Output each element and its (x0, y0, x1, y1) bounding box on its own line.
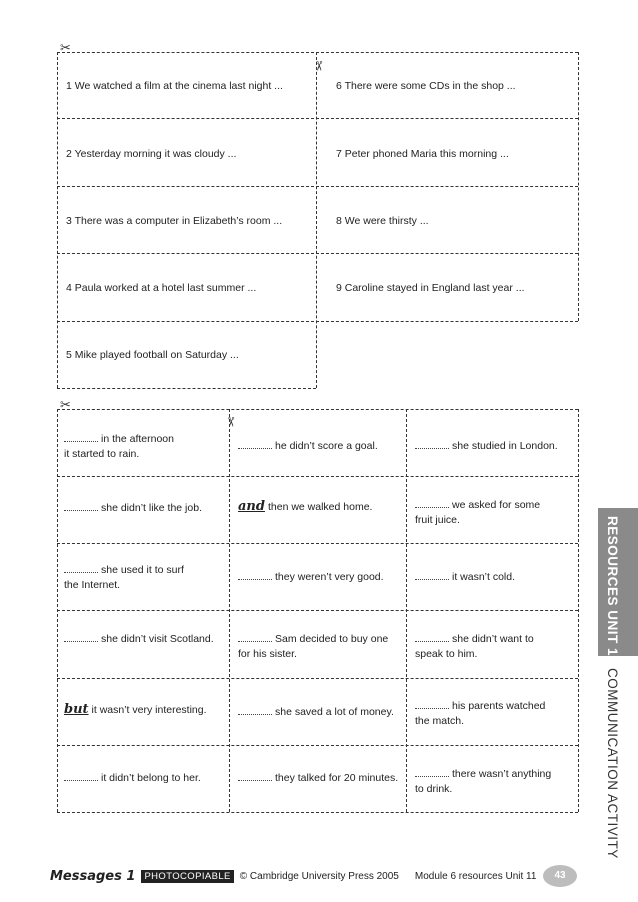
card-text: she didn’t like the job. (101, 502, 202, 514)
answer-blank (238, 569, 272, 580)
brand-name: Messages 1 (50, 869, 136, 884)
sentence-card: 7 Peter phoned Maria this morning ... (336, 148, 509, 160)
card-r3c3 (415, 569, 575, 585)
cut-line (57, 812, 578, 813)
card-text: Sam decided to buy one for his sister. (238, 633, 389, 660)
card-r4c1 (64, 631, 224, 647)
card-text: she used it to surf the Internet. (64, 564, 184, 591)
answer-blank (415, 438, 449, 449)
answer-blank (415, 698, 449, 709)
page-footer (50, 869, 536, 884)
side-tab-labels (598, 508, 638, 859)
answer-blank (64, 431, 98, 442)
sentence-card: 6 There were some CDs in the shop ... (336, 80, 516, 92)
card-r4c3 (415, 631, 575, 662)
card-r1c3 (415, 438, 575, 454)
cut-line (57, 52, 578, 53)
cut-line (57, 476, 578, 477)
sentence-card: 5 Mike played football on Saturday ... (66, 349, 239, 361)
sentence-card: 1 We watched a film at the cinema last night ... (66, 80, 283, 92)
cut-line (406, 409, 407, 812)
card-text: they weren’t very good. (275, 571, 384, 583)
card-r2c2 (238, 499, 403, 515)
card-r2c1 (64, 500, 224, 516)
cut-line (57, 543, 578, 544)
page-number: 43 (543, 865, 577, 887)
card-text: they talked for 20 minutes. (275, 772, 399, 784)
scissors-icon: ✂ (311, 60, 327, 72)
card-r4c2 (238, 631, 403, 662)
answer-blank (415, 497, 449, 508)
cut-line (57, 321, 578, 322)
card-text: we asked for some fruit juice. (415, 499, 541, 526)
card-r5c1 (64, 702, 228, 718)
cut-line (57, 118, 578, 119)
card-text: she saved a lot of money. (275, 706, 394, 718)
card-text: she didn’t want to speak to him. (415, 633, 534, 660)
sentence-card: 3 There was a computer in Elizabeth’s room ... (66, 215, 283, 227)
card-r2c3 (415, 497, 575, 528)
card-text: it wasn’t very interesting. (91, 704, 207, 716)
card-r1c1 (64, 431, 224, 462)
cut-line (316, 52, 317, 388)
cut-line (578, 52, 579, 321)
handwritten-answer: and (238, 499, 265, 514)
answer-blank (238, 704, 272, 715)
answer-blank (64, 500, 98, 511)
side-tab-section-label: RESOURCES UNIT 11 (605, 516, 620, 664)
card-text: she studied in London. (452, 440, 558, 452)
module-text: Module 6 resources Unit 11 (414, 871, 537, 882)
handwritten-answer: but (64, 702, 89, 717)
card-r1c2 (238, 438, 403, 454)
cut-line (57, 409, 578, 410)
sentence-card: 2 Yesterday morning it was cloudy ... (66, 148, 237, 160)
scissors-icon: ✂ (223, 416, 239, 428)
cut-line (57, 52, 58, 388)
side-tab-activity-label: COMMUNICATION ACTIVITY (605, 668, 620, 859)
scissors-icon: ✂ (60, 40, 71, 55)
card-r6c2 (238, 770, 403, 786)
card-text: it didn’t belong to her. (101, 772, 201, 784)
photocopiable-badge: PHOTOCOPIABLE (141, 870, 233, 883)
card-r3c1 (64, 562, 224, 593)
answer-blank (64, 562, 98, 573)
card-text: she didn’t visit Scotland. (101, 633, 214, 645)
answer-blank (238, 631, 272, 642)
card-r5c2 (238, 704, 403, 720)
cut-line (229, 409, 230, 812)
answer-blank (238, 438, 272, 449)
sentence-card: 4 Paula worked at a hotel last summer ... (66, 282, 257, 294)
cut-line (57, 745, 578, 746)
cut-line (57, 409, 58, 812)
card-text: his parents watched the match. (415, 700, 546, 727)
card-r6c1 (64, 770, 224, 786)
card-r3c2 (238, 569, 403, 585)
cut-line (57, 253, 578, 254)
answer-blank (238, 770, 272, 781)
answer-blank (64, 631, 98, 642)
card-text: in the afternoon it started to rain. (64, 433, 174, 460)
answer-blank (64, 770, 98, 781)
sentence-card: 9 Caroline stayed in England last year ... (336, 282, 525, 294)
copyright-text: © Cambridge University Press 2005 (239, 871, 399, 882)
cut-line (57, 186, 578, 187)
answer-blank (415, 569, 449, 580)
card-text: then we walked home. (267, 501, 373, 513)
cut-line (57, 388, 316, 389)
card-r6c3 (415, 766, 575, 797)
cut-line (578, 409, 579, 812)
card-text: he didn’t score a goal. (275, 440, 378, 452)
cut-line (57, 678, 578, 679)
cut-line (57, 610, 578, 611)
answer-blank (415, 766, 449, 777)
card-text: it wasn’t cold. (452, 571, 516, 583)
scissors-icon: ✂ (60, 397, 71, 412)
card-text: there wasn’t anything to drink. (415, 768, 552, 795)
sentence-card: 8 We were thirsty ... (336, 215, 429, 227)
card-r5c3 (415, 698, 575, 729)
answer-blank (415, 631, 449, 642)
